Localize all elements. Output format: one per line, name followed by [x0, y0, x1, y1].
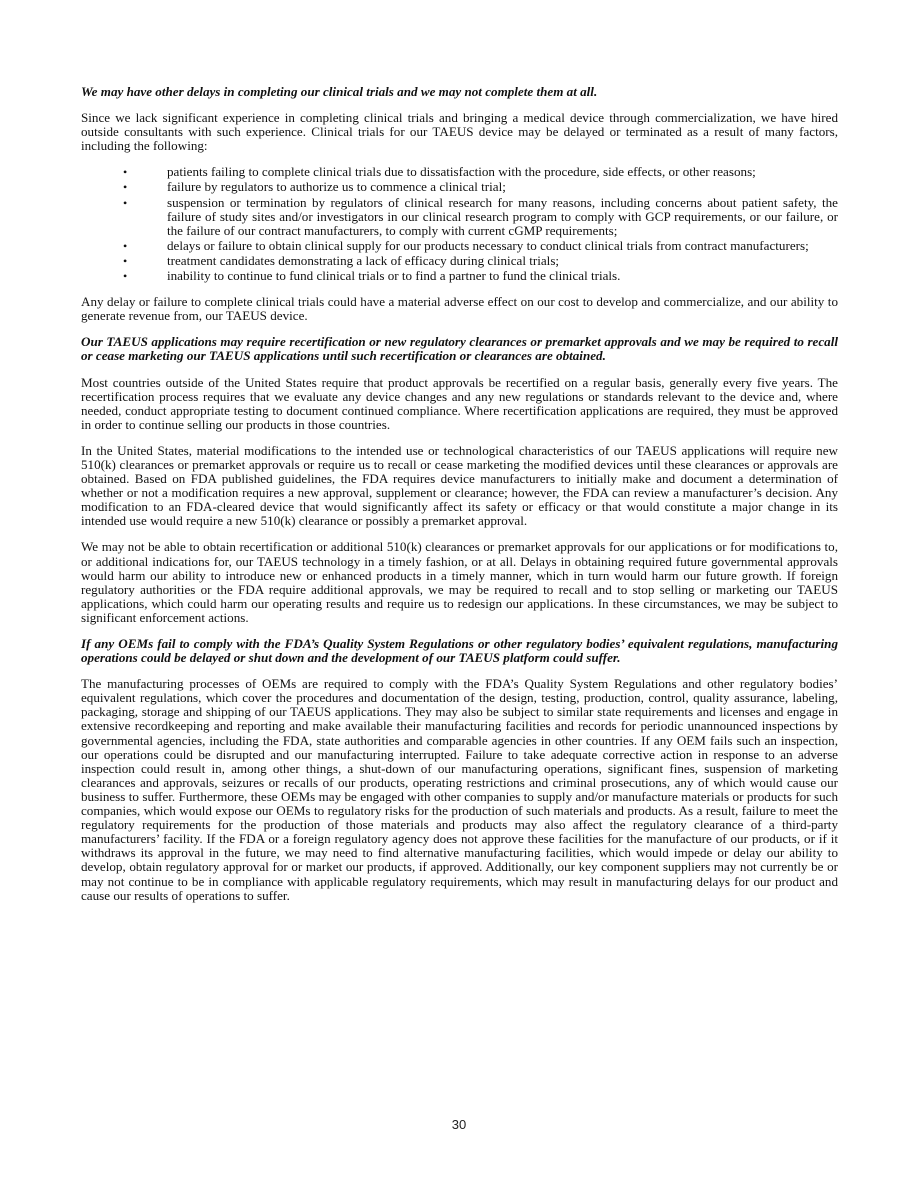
bullet-icon: • — [123, 253, 128, 268]
paragraph-approval-delays: We may not be able to obtain recertification or additional 510(k) clearances or premarket approvals for our applications or for modifications to, or additional indications for, our TAEUS technology in a timely fashion, or at all. Delays in obtaining required future governmental approvals would harm our ability to introduce new or enhanced products in a timely manner, which in turn would harm our future growth. If foreign regulatory authorities or the FDA require additional approvals, we may be required to recall and to stop selling or marketing our TAEUS applications, which could harm our operating results and require us to redesign our applications. In these circumstances, we may be subject to significant enforcement actions. — [81, 539, 838, 625]
list-item — [81, 165, 838, 179]
list-item-text: suspension or termination by regulators of clinical research for many reasons, including concerns about patient safety, the failure of study sites and/or investigators in our clinical research program to comply with GCP requirements, or our failure, or the failure of our contract manufacturers, to comply with current cGMP requirements; — [167, 194, 838, 238]
paragraph-oem-manufacturing: The manufacturing processes of OEMs are required to comply with the FDA’s Quality System Regulations and other regulatory bodies’ equivalent regulations, which cover the procedures and documentation of the design, testing, production, control, quality assurance, labeling, packaging, storage and shipping of our TAEUS applications. They may also be subject to similar state requirements and licenses and engage in extensive recordkeeping and reporting and make available their manufacturing facilities and records for periodic unannounced inspections by governmental agencies, including the FDA, state authorities and comparable agencies in other countries. If any OEM fails such an inspection, our operations could be disrupted and our manufacturing interrupted. Failure to take adequate corrective action in response to an adverse inspection could result in, among other things, a shut-down of our manufacturing operations, significant fines, suspension of marketing clearances and approvals, seizures or recalls of our products, operating restrictions and criminal prosecutions, any of which would cause our business to suffer. Furthermore, these OEMs may be engaged with other companies to supply and/or manufacture materials or products for such companies, which would expose our OEMs to regulatory risks for the production of such materials and products. As a result, failure to meet the regulatory requirements for the production of those materials and products may also affect the regulatory clearance of a third-party manufacturers’ facility. If the FDA or a foreign regulatory agency does not approve these facilities for the manufacture of our products, or if it withdraws its approval in the future, we may need to find alternative manufacturing facilities, which would impede or delay our ability to develop, obtain regulatory approval for or market our products, if approved. Additionally, our key component suppliers may not currently be or may not continue to be in compliance with applicable regulatory requirements, which may result in manufacturing delays for our product and cause our results of operations to suffer. — [81, 676, 838, 903]
list-item-text: inability to continue to fund clinical trials or to find a partner to fund the clinical trials. — [167, 268, 621, 284]
bullet-icon: • — [123, 165, 128, 180]
bullet-icon: • — [123, 180, 128, 195]
list-item — [81, 180, 838, 194]
list-item — [81, 269, 838, 283]
risk-factor-list — [81, 165, 838, 283]
list-item-text: treatment candidates demonstrating a lack of efficacy during clinical trials; — [167, 252, 560, 268]
paragraph-delay-effect: Any delay or failure to complete clinical trials could have a material adverse effect on our cost to develop and commercialize, and our ability to generate revenue from, our TAEUS device. — [81, 294, 838, 324]
section-heading-clinical-delays: We may have other delays in completing our clinical trials and we may not complete them at all. — [81, 84, 598, 99]
bullet-icon: • — [123, 195, 128, 210]
bullet-icon: • — [123, 269, 128, 284]
list-item — [81, 254, 838, 268]
document-body — [81, 85, 838, 915]
paragraph-us-modifications: In the United States, material modifications to the intended use or technological characteristics of our TAEUS applications will require new 510(k) clearances or premarket approvals or require us to recall or cease marketing the modified devices until these clearances or approvals are obtained. Based on FDA published guidelines, the FDA requires device manufacturers to initially make and document a determination of whether or not a modification requires a new approval, supplement or clearance; however, the FDA can review a manufacturer’s decision. Any modification to an FDA-cleared device that would significantly affect its safety or efficacy or that would constitute a major change in its intended use would require a new 510(k) clearance or possibly a premarket approval. — [81, 442, 838, 529]
page-number: 30 — [451, 1117, 467, 1132]
list-item — [81, 239, 838, 253]
section-heading-oem-compliance: If any OEMs fail to comply with the FDA’s Quality System Regulations or other regulatory bodies’ equivalent regulations, manufacturing operations could be delayed or shut down and the development of our TAEUS platform could suffer. — [81, 636, 838, 666]
list-item-text: delays or failure to obtain clinical supply for our products necessary to conduct clinical trials from contract manufacturers; — [167, 237, 809, 253]
bullet-icon: • — [123, 238, 128, 253]
section-heading-recertification: Our TAEUS applications may require recertification or new regulatory clearances or premarket approvals and we may be required to recall or cease marketing our TAEUS applications until such recertification or clearances are obtained. — [81, 334, 838, 364]
list-item-text: patients failing to complete clinical trials due to dissatisfaction with the procedure, side effects, or other reasons; — [167, 164, 756, 180]
list-item — [81, 196, 838, 238]
paragraph-clinical-experience: Since we lack significant experience in completing clinical trials and bringing a medical device through commercialization, we have hired outside consultants with such experience. Clinical trials for our TAEUS device may be delayed or terminated as a result of many factors, including the following: — [81, 110, 838, 154]
paragraph-foreign-recertification: Most countries outside of the United States require that product approvals be recertified on a regular basis, generally every five years. The recertification process requires that we evaluate any device changes and any new regulations or standards relevant to the device and, where needed, conduct appropriate testing to document continued compliance. Where recertification applications are required, they must be approved in order to continue selling our products in those countries. — [81, 374, 838, 432]
list-item-text: failure by regulators to authorize us to commence a clinical trial; — [167, 179, 506, 195]
